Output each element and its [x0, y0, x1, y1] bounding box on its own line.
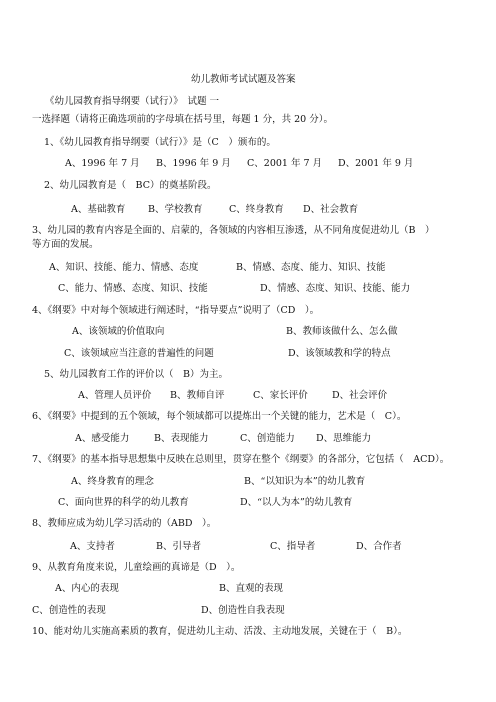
- question-9-option-b: B、直观的表现: [219, 583, 283, 594]
- question-5-option-b: B、教师自评: [170, 390, 225, 401]
- question-5-option-a: A、管理人员评价: [78, 390, 152, 401]
- question-2-option-d: D、社会教育: [303, 204, 359, 215]
- question-6-option-a: A、感受能力: [75, 433, 130, 444]
- question-5-stem: 5、幼儿园教育工作的评价以（ B）为主。: [44, 369, 229, 380]
- question-6-stem: 6、《纲要》中提到的五个领域，每个领域都可以提炼出一个关键的能力，艺术是（ C）。: [32, 411, 407, 422]
- question-8-option-d: D、合作者: [356, 541, 402, 552]
- question-4-option-d: D、该领域教和学的特点: [288, 348, 391, 359]
- question-4-stem: 4、《纲要》中对每个领域进行阐述时，“指导要点”说明了（CD ）。: [32, 305, 320, 316]
- question-1-option-a: A、1996 年 7 月: [65, 158, 140, 169]
- question-3-option-c: C、能力、情感、态度、知识、技能: [58, 283, 208, 294]
- question-3-stem-line1: 3、幼儿园的教育内容是全面的、启蒙的，各领域的内容相互渗透，从不同角度促进幼儿（B ）: [32, 225, 435, 236]
- question-9-option-c: C、创造性的表现: [32, 605, 106, 616]
- question-2-option-c: C、终身教育: [229, 204, 284, 215]
- question-8-option-b: B、引导者: [156, 541, 201, 552]
- instructions: 一选择题（请将正确选项前的字母填在括号里，每题 1 分，共 20 分）。: [32, 114, 333, 125]
- question-2-option-b: B、学校教育: [148, 204, 203, 215]
- question-4-option-b: B、教师该做什么、怎么做: [286, 326, 398, 337]
- question-1-option-b: B、1996 年 9 月: [156, 158, 231, 169]
- question-10-stem: 10、能对幼儿实施高素质的教育，促进幼儿主动、活泼、主动地发展，关键在于（ B）。: [32, 626, 408, 637]
- question-5-option-d: D、社会评价: [332, 390, 388, 401]
- question-5-option-c: C、家长评价: [253, 390, 308, 401]
- question-3-option-b: B、情感、态度、能力、知识、技能: [236, 262, 386, 273]
- document-subtitle: 《幼儿园教育指导纲要（试行）》 试题 一: [45, 96, 220, 107]
- question-6-option-c: C、创造能力: [240, 433, 295, 444]
- question-3-stem-line2: 等方面的发展。: [32, 239, 99, 250]
- question-4-option-c: C、该领域应当注意的普遍性的问题: [64, 348, 214, 359]
- question-9-option-a: A、内心的表现: [55, 583, 119, 594]
- question-3-option-d: D、情感、态度、知识、技能、能力: [260, 283, 411, 294]
- question-8-option-a: A、支持者: [70, 541, 115, 552]
- question-8-option-c: C、指导者: [270, 541, 316, 552]
- question-1-stem: 1、《幼儿园教育指导纲要（试行）》是（C ）颁布的。: [44, 137, 276, 148]
- question-7-stem: 7、《纲要》的基本指导思想集中反映在总则里，贯穿在整个《纲要》的各部分，它包括（ ACD）。: [32, 454, 450, 465]
- document-title: 幼儿教师考试试题及答案: [191, 74, 296, 85]
- question-7-option-a: A、终身教育的理念: [71, 476, 154, 487]
- question-2-stem: 2、幼儿园教育是（ BC）的奠基阶段。: [44, 180, 217, 191]
- question-6-option-d: D、思维能力: [316, 433, 372, 444]
- question-1-option-d: D、2001 年 9 月: [338, 158, 414, 169]
- question-7-option-b: B、“以知识为本”的幼儿教育: [244, 476, 366, 487]
- question-9-stem: 9、从教育角度来说，儿童绘画的真谛是（D ）。: [32, 562, 241, 573]
- question-2-option-a: A、基础教育: [71, 204, 126, 215]
- question-3-option-a: A、知识、技能、能力、情感、态度: [49, 262, 199, 273]
- question-6-option-b: B、表现能力: [154, 433, 209, 444]
- question-9-option-d: D、创造性自我表现: [201, 605, 285, 616]
- question-8-stem: 8、教师应成为幼儿学习活动的（ABD ）。: [32, 518, 217, 529]
- question-7-option-d: D、“以人为本”的幼儿教育: [240, 497, 353, 508]
- question-4-option-a: A、该领域的价值取向: [72, 326, 165, 337]
- question-1-option-c: C、2001 年 7 月: [247, 158, 323, 169]
- question-7-option-c: C、面向世界的科学的幼儿教育: [58, 497, 189, 508]
